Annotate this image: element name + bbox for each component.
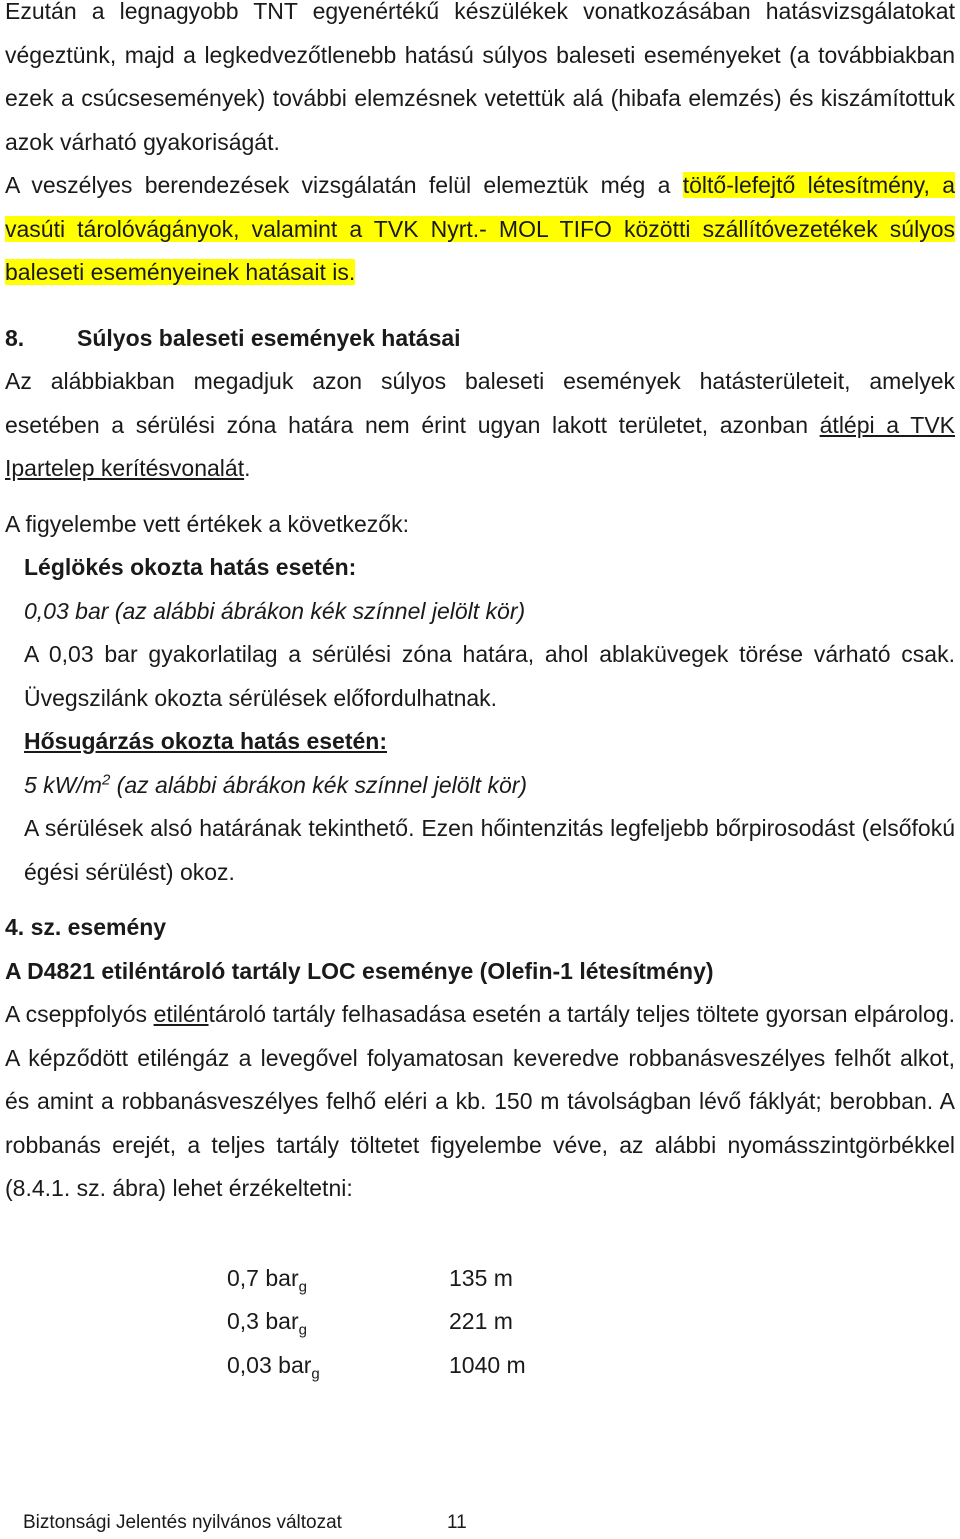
pressure-cell (227, 1257, 449, 1301)
heat-value-unit: 5 kW/m (24, 771, 102, 798)
heat-value-note: (az alábbi ábrákon kék színnel jelölt kör) (110, 771, 528, 798)
impact-text: Az alábbiakban megadjuk azon súlyos baleseti események hatásterületeit, amelyek esetében a sérülési zóna határa nem érint ugyan lakott területet, azonban (5, 368, 955, 438)
blast-heading: Léglökés okozta hatás esetén: (24, 554, 357, 580)
pressure-value: 0,03 bar (227, 1351, 312, 1378)
scope-text: A veszélyes berendezések vizsgálatán felül elemeztük még a (5, 172, 683, 198)
blast-value: 0,03 bar (az alábbi ábrákon kék színnel jelölt kör) (24, 597, 526, 624)
event-number: 4. sz. esemény (5, 914, 167, 940)
pressure-row (227, 1257, 955, 1301)
underlined-text: átlépi a TVK Ipartelep kerítésvonalát (5, 411, 956, 481)
pressure-row (227, 1344, 955, 1388)
event-text-rest: tároló tartály felhasadása esetén a tartály teljes töltete gyorsan elpárolog. A képződött etiléngáz a levegővel folyamatosan keveredve robbanásveszélyes felhőt alkot, és amint a robbanásveszélyes felhő eléri a kb. 150 m távolságban lévő fáklyát; berobban. A robbanás erejét, a teljes tartály töltetet figyelembe véve, az alábbi nyomásszintgörbékkel (8.4.1. sz. ábra) lehet érzékeltetni: (5, 1001, 956, 1201)
distance-cell: 135 m (449, 1264, 513, 1291)
heat-value-exponent: 2 (101, 770, 111, 788)
impact-text-end: . (244, 455, 251, 481)
page-footer (23, 1512, 467, 1534)
event-title: A D4821 etiléntároló tartály LOC eseménye (Olefin-1 létesítmény) (5, 957, 714, 984)
intro-paragraph: Ezután a legnagyobb TNT egyenértékű készülékek vonatkozásában hatásvizsgálatokat végeztünk, majd a legkedvezőtlenebb hatású súlyos baleseti eseményeket (a továbbiakban ezek a csúcsesemények) további elemzésnek vetettük alá (hibafa elemzés) és kiszámítottuk azok várható gyakoriságát. (5, 0, 955, 155)
heat-description: A sérülések alsó határának tekinthető. Ezen hőintenzitás legfeljebb bőrpirosodást (elsőfokú égési sérülést) okoz. (24, 815, 955, 885)
distance-cell: 221 m (449, 1308, 513, 1334)
criteria-block (5, 546, 955, 894)
footer-title: Biztonsági Jelentés nyilvános változat (23, 1512, 342, 1533)
pressure-value: 0,7 bar (227, 1264, 299, 1291)
section-title: Súlyos baleseti események hatásai (77, 324, 461, 351)
event-text: A cseppfolyós (5, 1001, 154, 1027)
pressure-cell (227, 1344, 449, 1388)
blast-description: A 0,03 bar gyakorlatilag a sérülési zóna határa, ahol ablaküvegek törése várható csak. Üvegszilánk okozta sérülések előfordulhatnak. (24, 641, 955, 711)
page-number: 11 (447, 1512, 467, 1533)
scope-paragraph (5, 164, 955, 295)
pressure-row (227, 1300, 955, 1344)
section-number: 8. (5, 324, 25, 351)
pressure-value: 0,3 bar (227, 1308, 299, 1334)
event-underlined: etilén (153, 1001, 209, 1027)
pressure-subscript: g (298, 1278, 307, 1296)
event-paragraph (5, 993, 955, 1211)
document-page (5, 0, 955, 1387)
impact-paragraph (5, 360, 955, 491)
pressure-table (227, 1257, 955, 1388)
values-intro: A figyelembe vett értékek a következők: (5, 510, 409, 537)
heat-heading: Hősugárzás okozta hatás esetén: (24, 728, 388, 754)
section-heading (5, 317, 955, 361)
pressure-subscript: g (298, 1321, 307, 1339)
pressure-cell (227, 1300, 449, 1344)
pressure-subscript: g (311, 1365, 320, 1383)
highlighted-text: töltő-lefejtő létesítmény, a vasúti tárolóvágányok, valamint a TVK Nyrt.- MOL TIFO közötti szállítóvezetékek súlyos baleseti eseményeinek hatásait is. (5, 172, 955, 285)
heat-value (24, 764, 955, 808)
distance-cell: 1040 m (449, 1351, 526, 1378)
